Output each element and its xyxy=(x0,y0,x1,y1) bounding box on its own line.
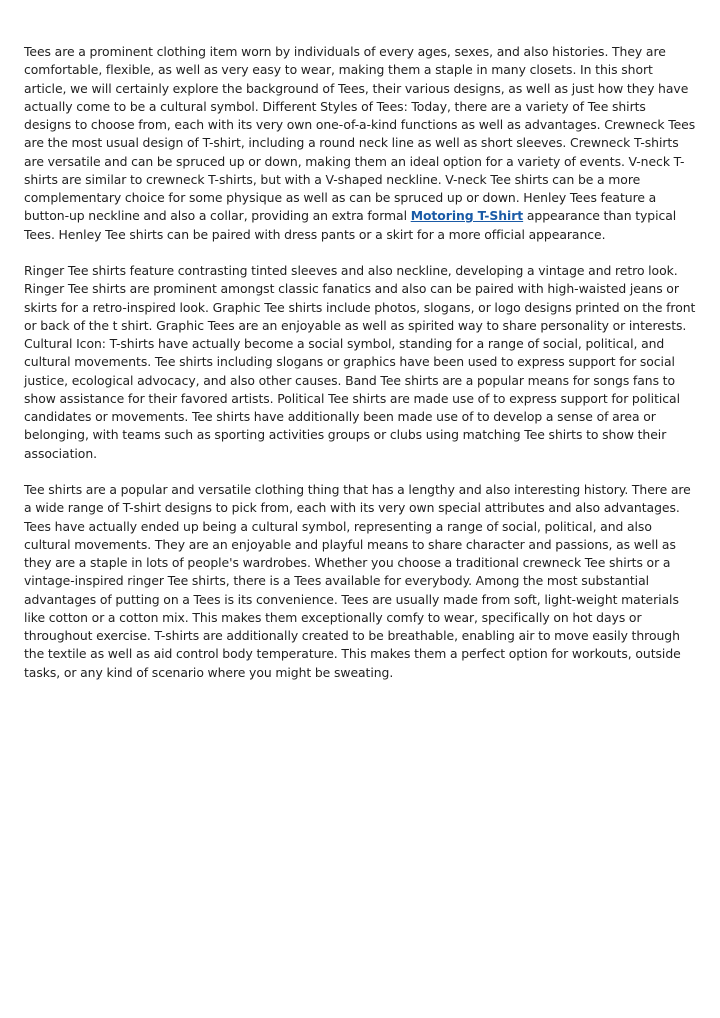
paragraph-1-text-after-link: appearance than typical Tees. Henley Tee shirts can be paired with dress pants or a skirt for a more official appearance. xyxy=(24,208,677,242)
paragraph-2: Ringer Tee shirts feature contrasting tinted sleeves and also neckline, developing a vintage and retro look. Ringer Tee shirts are prominent amongst classic fanatics and also can be paired with high-waisted jeans or skirts for a retro-inspired look. Graphic Tee shirts include photos, slogans, or logo designs printed on the front or back of the t shirt. Graphic Tees are an enjoyable as well as spirited way to share personality or interests. Cultural Icon: T-shirts have actually become a social symbol, standing for a range of social, political, and cultural movements. Tee shirts including slogans or graphics have been used to express support for social justice, ecological advocacy, and also other causes. Band Tee shirts are a popular means for songs fans to show assistance for their favored artists. Political Tee shirts are made use of to express support for political candidates or movements. Tee shirts have additionally been made use of to develop a sense of area or belonging, with teams such as sporting activities groups or clubs using matching Tee shirts to show their association. xyxy=(24,263,696,461)
paragraph-3: Tee shirts are a popular and versatile clothing thing that has a lengthy and also interesting history. There are a wide range of T-shirt designs to pick from, each with its very own special attributes and also advantages. Tees have actually ended up being a cultural symbol, representing a range of social, political, and also cultural movements. They are an enjoyable and playful means to share character and passions, as well as they are a staple in lots of people's wardrobes. Whether you choose a traditional crewneck Tee shirts or a vintage-inspired ringer Tee shirts, there is a Tees available for everybody. Among the most substantial advantages of putting on a Tees is its convenience. Tees are usually made from soft, light-weight materials like cotton or a cotton mix. This makes them exceptionally comfy to wear, specifically on hot days or throughout exercise. T-shirts are additionally created to be breathable, enabling air to move easily through the textile as well as aid control body temperature. This makes them a perfect option for workouts, outside tasks, or any kind of scenario where you might be sweating. xyxy=(24,482,691,680)
article-body xyxy=(24,43,696,700)
paragraph-1 xyxy=(24,43,696,244)
motoring-tshirt-link[interactable]: Motoring T-Shirt xyxy=(410,208,524,224)
paragraph-1-text-before-link: Tees are a prominent clothing item worn by individuals of every ages, sexes, and also histories. They are comfortable, flexible, as well as very easy to wear, making them a staple in many closets. In this short article, we will certainly explore the background of Tees, their various designs, as well as just how they have actually come to be a cultural symbol. Different Styles of Tees: Today, there are a variety of Tee shirts designs to choose from, each with its very own one-of-a-kind functions as well as advantages. Crewneck Tees are the most usual design of T-shirt, including a round neck line as well as short sleeves. Crewneck T-shirts are versatile and can be spruced up or down, making them an ideal option for a variety of events. V-neck T-shirts are similar to crewneck T-shirts, but with a V-shaped neckline. V-neck Tee shirts can be a more complementary choice for some physique as well as can be spruced up or down. Henley Tees feature a button-up neckline and also a collar, providing an extra formal xyxy=(24,44,696,224)
